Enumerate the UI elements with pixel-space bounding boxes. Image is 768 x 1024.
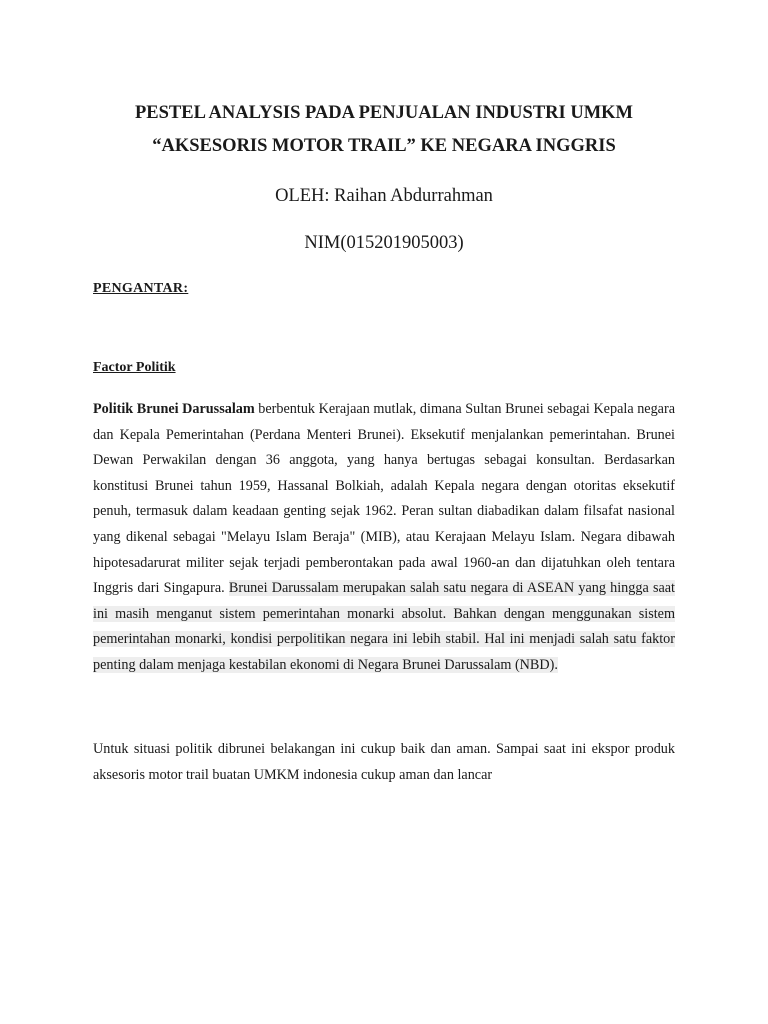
section-heading-pengantar: PENGANTAR: — [93, 281, 189, 296]
section-heading-factor-politik: Factor Politik — [93, 360, 176, 375]
paragraph-politik-brunei — [93, 397, 675, 679]
student-id-line: NIM(015201905003) — [304, 233, 464, 253]
document-title-line1: PESTEL ANALYSIS PADA PENJUALAN INDUSTRI UMKM — [134, 103, 634, 123]
highlighted-text: Brunei Darussalam merupakan salah satu negara di ASEAN yang hingga saat ini masih menganut sistem pemerintahan monarki absolut. Bahkan dengan menggunakan sistem pemerintahan monarki, kondisi perpolitikan negara ini lebih stabil. Hal ini menjadi salah satu faktor penting dalam menjaga kestabilan ekonomi di Negara Brunei Darussalam (NBD). — [93, 580, 675, 673]
paragraph-body-text: berbentuk Kerajaan mutlak, dimana Sultan Brunei sebagai Kepala negara dan Kepala Pemerintahan (Perdana Menteri Brunei). Eksekutif menjalankan pemerintahan. Brunei Dewan Perwakilan dengan 36 anggota, yang hanya bertugas sebagai konsultan. Berdasarkan konstitusi Brunei tahun 1959, Hassanal Bolkiah, adalah Kepala negara dengan otoritas eksekutif penuh, termasuk dalam keadaan genting sejak 1962. Peran sultan diabadikan dalam filsafat nasional yang dikenal sebagai "Melayu Islam Beraja" (MIB), atau Kerajaan Melayu Islam. Negara dibawah hipotesadarurat militer sejak terjadi pemberontakan pada awal 1960-an dan dijatuhkan oleh tentara Inggris dari Singapura. — [93, 401, 676, 597]
author-line: OLEH: Raihan Abdurrahman — [275, 186, 493, 206]
paragraph-situasi-politik: Untuk situasi politik dibrunei belakangan ini cukup baik dan aman. Sampai saat ini ekspor produk aksesoris motor trail buatan UMKM indonesia cukup aman dan lancar — [93, 741, 675, 783]
paragraph-bold-lead: Politik Brunei Darussalam — [93, 401, 255, 417]
document-title-line2: “AKSESORIS MOTOR TRAIL” KE NEGARA INGGRIS — [152, 136, 616, 156]
